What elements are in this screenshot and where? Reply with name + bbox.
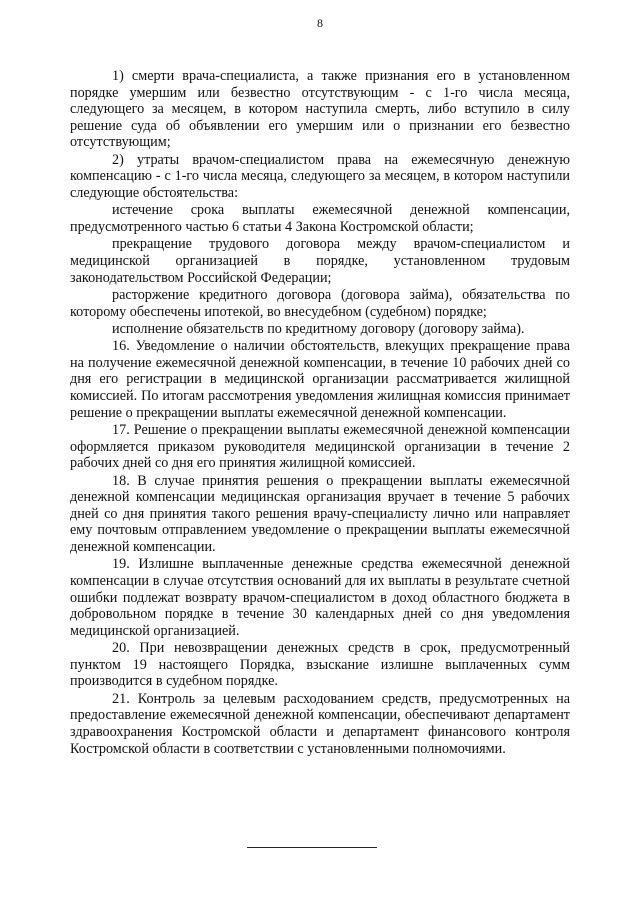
paragraph-term-expiry: истечение срока выплаты ежемесячной денежной компенсации, предусмотренного частью 6 статьи 4 Закона Костромской области; (70, 202, 570, 235)
page-number: 8 (317, 16, 323, 30)
paragraph-credit-fulfilment: исполнение обязательств по кредитному договору (договору займа). (112, 320, 525, 337)
end-divider (247, 847, 377, 848)
paragraph-1-death: 1) смерти врача-специалиста, а также признания его в установленном порядке умершим или безвестно отсутствующим - с 1-го числа месяца, следующего за месяцем, в котором наступила смерть, либо вступило в силу решение суда об объявлении его умершим или о признании его безвестно отсутствующим; (70, 68, 570, 151)
paragraph-16: 16. Уведомление о наличии обстоятельств, влекущих прекращение права на получение ежемесячной денежной компенсации, в течение 10 рабочих дней со дня его регистрации в медицинской организации рассматривается жилищной комиссией. По итогам рассмотрения уведомления жилищная комиссия принимает решение о прекращении выплаты ежемесячной денежной компенсации. (70, 338, 570, 421)
document-body (70, 68, 570, 758)
paragraph-17: 17. Решение о прекращении выплаты ежемесячной денежной компенсации оформляется приказом руководителя медицинской организации в течение 2 рабочих дней со дня его принятия жилищной комиссией. (70, 422, 570, 472)
paragraph-contract-termination: прекращение трудового договора между врачом-специалистом и медицинской организацией в порядке, установленном трудовым законодательством Российской Федерации; (70, 236, 570, 286)
paragraph-2-loss-of-right: 2) утраты врачом-специалистом права на ежемесячную денежную компенсацию - с 1-го числа месяца, следующего за месяцем, в котором наступили следующие обстоятельства: (70, 151, 570, 201)
paragraph-21: 21. Контроль за целевым расходованием средств, предусмотренных на предоставление ежемесячной денежной компенсации, обеспечивают департамент здравоохранения Костромской области и департамент финансового контроля Костромской области в соответствии с установленными полномочиями. (70, 690, 570, 757)
paragraph-19: 19. Излишне выплаченные денежные средства ежемесячной денежной компенсации в случае отсутствия оснований для их выплаты в результате счетной ошибки подлежат возврату врачом-специалистом в доход областного бюджета в добровольном порядке в течение 30 календарных дней со дня уведомления медицинской организацией. (70, 556, 570, 639)
paragraph-20: 20. При невозвращении денежных средств в срок, предусмотренный пунктом 19 настоящего Порядка, взыскание излишне выплаченных сумм производится в судебном порядке. (70, 640, 570, 690)
paragraph-18: 18. В случае принятия решения о прекращении выплаты ежемесячной денежной компенсации медицинская организация вручает в течение 5 рабочих дней со дня принятия такого решения врачу-специалисту лично или направляет ему почтовым отправлением уведомление о прекращении выплаты ежемесячной денежной компенсации. (70, 472, 570, 555)
paragraph-credit-termination: расторжение кредитного договора (договора займа), обязательства по которому обеспечены ипотекой, во внесудебном (судебном) порядке; (70, 286, 570, 320)
